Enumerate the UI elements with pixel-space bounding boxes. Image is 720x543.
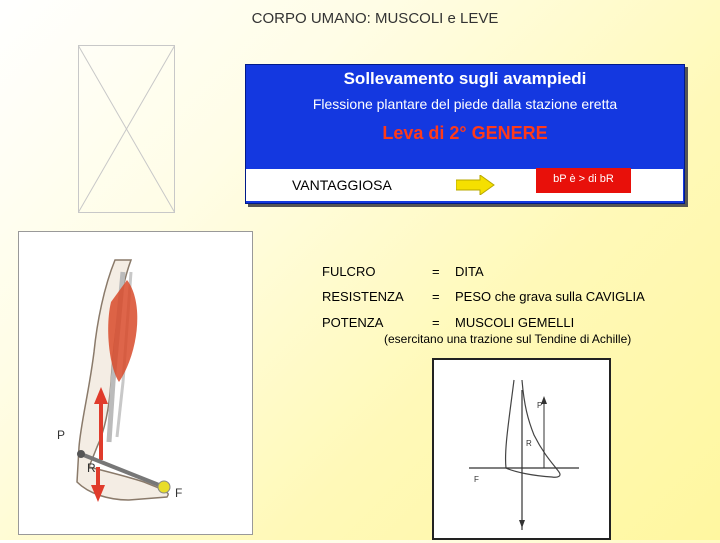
panel-title: Sollevamento sugli avampiedi	[343, 69, 587, 88]
definition-label: POTENZA	[322, 315, 384, 330]
definition-label: RESISTENZA	[322, 289, 404, 304]
diagram-label-r: R	[526, 439, 532, 448]
page-title: CORPO UMANO: MUSCOLI e LEVE	[251, 10, 499, 27]
definition-value: PESO che grava sulla CAVIGLIA	[455, 289, 645, 304]
label-r: R	[87, 461, 96, 475]
definition-equals: =	[432, 289, 440, 304]
foot-drawing	[19, 232, 252, 534]
lever-info-panel	[245, 64, 685, 204]
panel-subtitle: Flessione plantare del piede dalla stazione eretta	[312, 96, 618, 112]
definition-equals: =	[432, 264, 440, 279]
label-p: P	[57, 428, 66, 442]
image-placeholder	[78, 45, 175, 213]
lever-diagram-drawing	[434, 360, 609, 538]
foot-muscle-illustration	[18, 231, 253, 535]
definition-value: MUSCOLI GEMELLI	[455, 315, 575, 330]
lever-diagram	[432, 358, 611, 540]
label-f: F	[175, 486, 183, 500]
diagram-label-f: F	[474, 475, 479, 484]
advantage-label: VANTAGGIOSA	[292, 177, 392, 193]
definition-value: DITA	[455, 264, 484, 279]
arrow-right-icon	[456, 175, 496, 195]
definition-label: FULCRO	[322, 264, 376, 279]
lever-type: Leva di 2° GENERE	[382, 123, 548, 143]
tendon-note: (esercitano una trazione sul Tendine di Achille)	[384, 332, 632, 346]
definition-equals: =	[432, 315, 440, 330]
advantage-badge: bP è > di bR	[536, 168, 631, 193]
diagram-label-p: P	[537, 401, 543, 410]
